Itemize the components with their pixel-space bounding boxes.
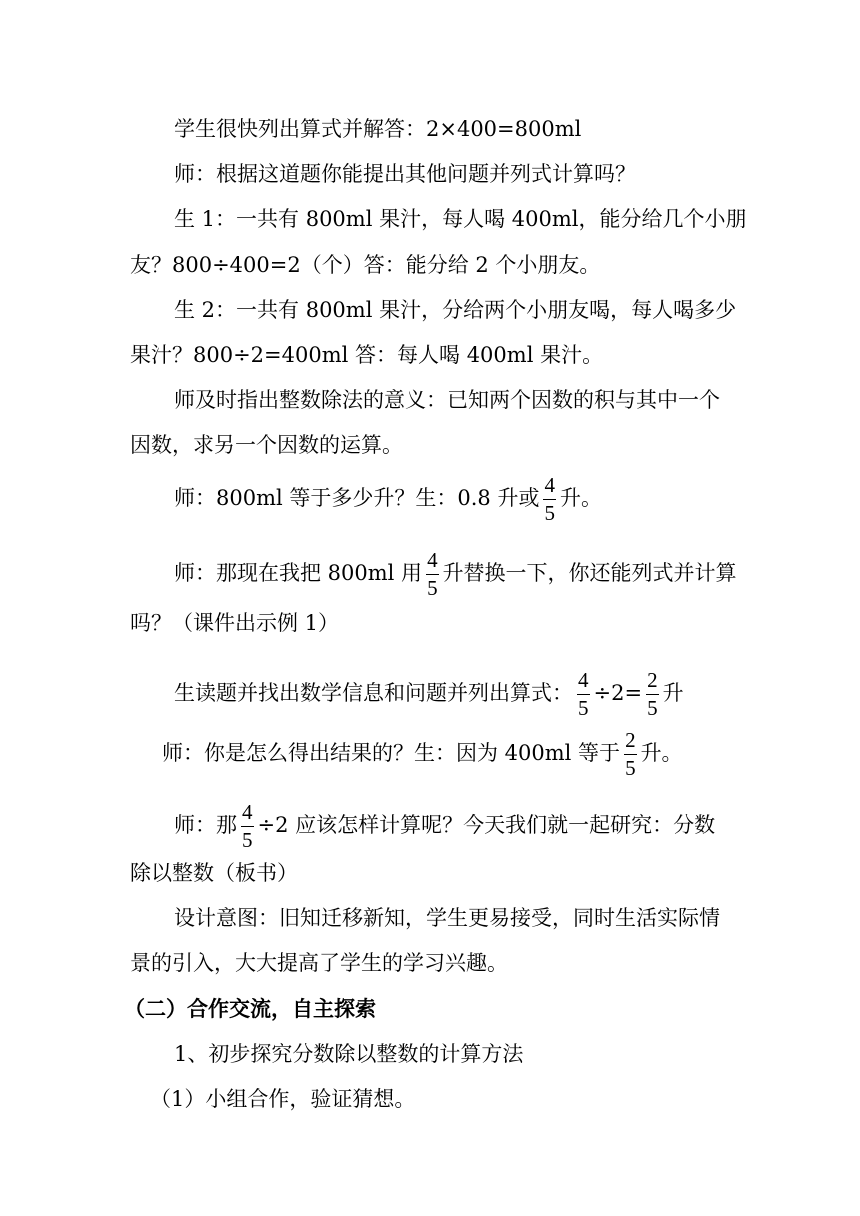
paragraph-design-intent-line2: 景的引入，大大提高了学生的学习兴趣。 xyxy=(130,951,508,975)
paragraph-student1-line1: 生 1：一共有 800ml 果汁，每人喝 400ml，能分给几个小朋 xyxy=(174,207,747,231)
fraction-denominator: 5 xyxy=(544,501,555,525)
fraction xyxy=(624,730,637,779)
fraction-numerator: 4 xyxy=(241,802,254,827)
list-item-1-sub-1: （1）小组合作，验证猜想。 xyxy=(150,1087,416,1111)
conversion-text: 师：800ml 等于多少升？生：0.8 升或 xyxy=(174,486,540,510)
fraction-result xyxy=(646,670,659,719)
fraction-dividend xyxy=(577,670,590,719)
paragraph-teacher-question: 师：根据这道题你能提出其他问题并列式计算吗？ xyxy=(174,162,636,186)
replace-text-continued: 升替换一下，你还能列式并计算 xyxy=(442,561,737,585)
fraction xyxy=(543,475,556,524)
equation-intro: 生读题并找出数学信息和问题并列出算式： xyxy=(174,681,573,705)
paragraph-student1-line2: 友？800÷400=2（个）答：能分给 2 个小朋友。 xyxy=(130,253,601,277)
paragraph-equation xyxy=(174,670,684,719)
paragraph-replace-line2: 吗？（课件出示例 1） xyxy=(130,611,340,635)
equation-operator: ÷2= xyxy=(593,681,643,705)
conversion-unit: 升。 xyxy=(559,486,602,510)
paragraph-topic-intro-line2: 除以整数（板书） xyxy=(130,861,298,885)
paragraph-topic-intro xyxy=(174,802,715,851)
fraction xyxy=(426,550,439,599)
fraction-denominator: 5 xyxy=(578,696,589,720)
fraction-numerator: 4 xyxy=(543,475,556,500)
fraction-denominator: 5 xyxy=(647,696,658,720)
explanation-text: 师：你是怎么得出结果的？生：因为 400ml 等于 xyxy=(162,741,621,765)
fraction-numerator: 2 xyxy=(646,670,659,695)
paragraph-explanation xyxy=(162,730,683,779)
fraction-numerator: 4 xyxy=(426,550,439,575)
paragraph-student-answer: 学生很快列出算式并解答：2×400=800ml xyxy=(174,117,582,141)
paragraph-division-meaning-line1: 师及时指出整数除法的意义：已知两个因数的积与其中一个 xyxy=(174,388,720,412)
paragraph-conversion xyxy=(174,475,602,524)
fraction xyxy=(241,802,254,851)
fraction-denominator: 5 xyxy=(625,756,636,780)
paragraph-student2-line2: 果汁？800÷2=400ml 答：每人喝 400ml 果汁。 xyxy=(130,343,604,367)
explanation-unit: 升。 xyxy=(640,741,683,765)
list-item-1: 1、初步探究分数除以整数的计算方法 xyxy=(174,1042,524,1066)
paragraph-student2-line1: 生 2：一共有 800ml 果汁，分给两个小朋友喝，每人喝多少 xyxy=(174,298,737,322)
section-heading: （二）合作交流，自主探索 xyxy=(124,996,376,1021)
replace-text: 师：那现在我把 800ml 用 xyxy=(174,561,423,585)
fraction-denominator: 5 xyxy=(427,576,438,600)
topic-intro-text: 师：那 xyxy=(174,813,237,837)
paragraph-replace xyxy=(174,550,737,599)
fraction-denominator: 5 xyxy=(242,828,253,852)
paragraph-division-meaning-line2: 因数，求另一个因数的运算。 xyxy=(130,433,403,457)
fraction-numerator: 4 xyxy=(577,670,590,695)
fraction-numerator: 2 xyxy=(624,730,637,755)
equation-unit: 升 xyxy=(662,681,684,705)
topic-intro-continued: ÷2 应该怎样计算呢？今天我们就一起研究：分数 xyxy=(257,813,716,837)
paragraph-design-intent-line1: 设计意图：旧知迁移新知，学生更易接受，同时生活实际情 xyxy=(174,906,720,930)
